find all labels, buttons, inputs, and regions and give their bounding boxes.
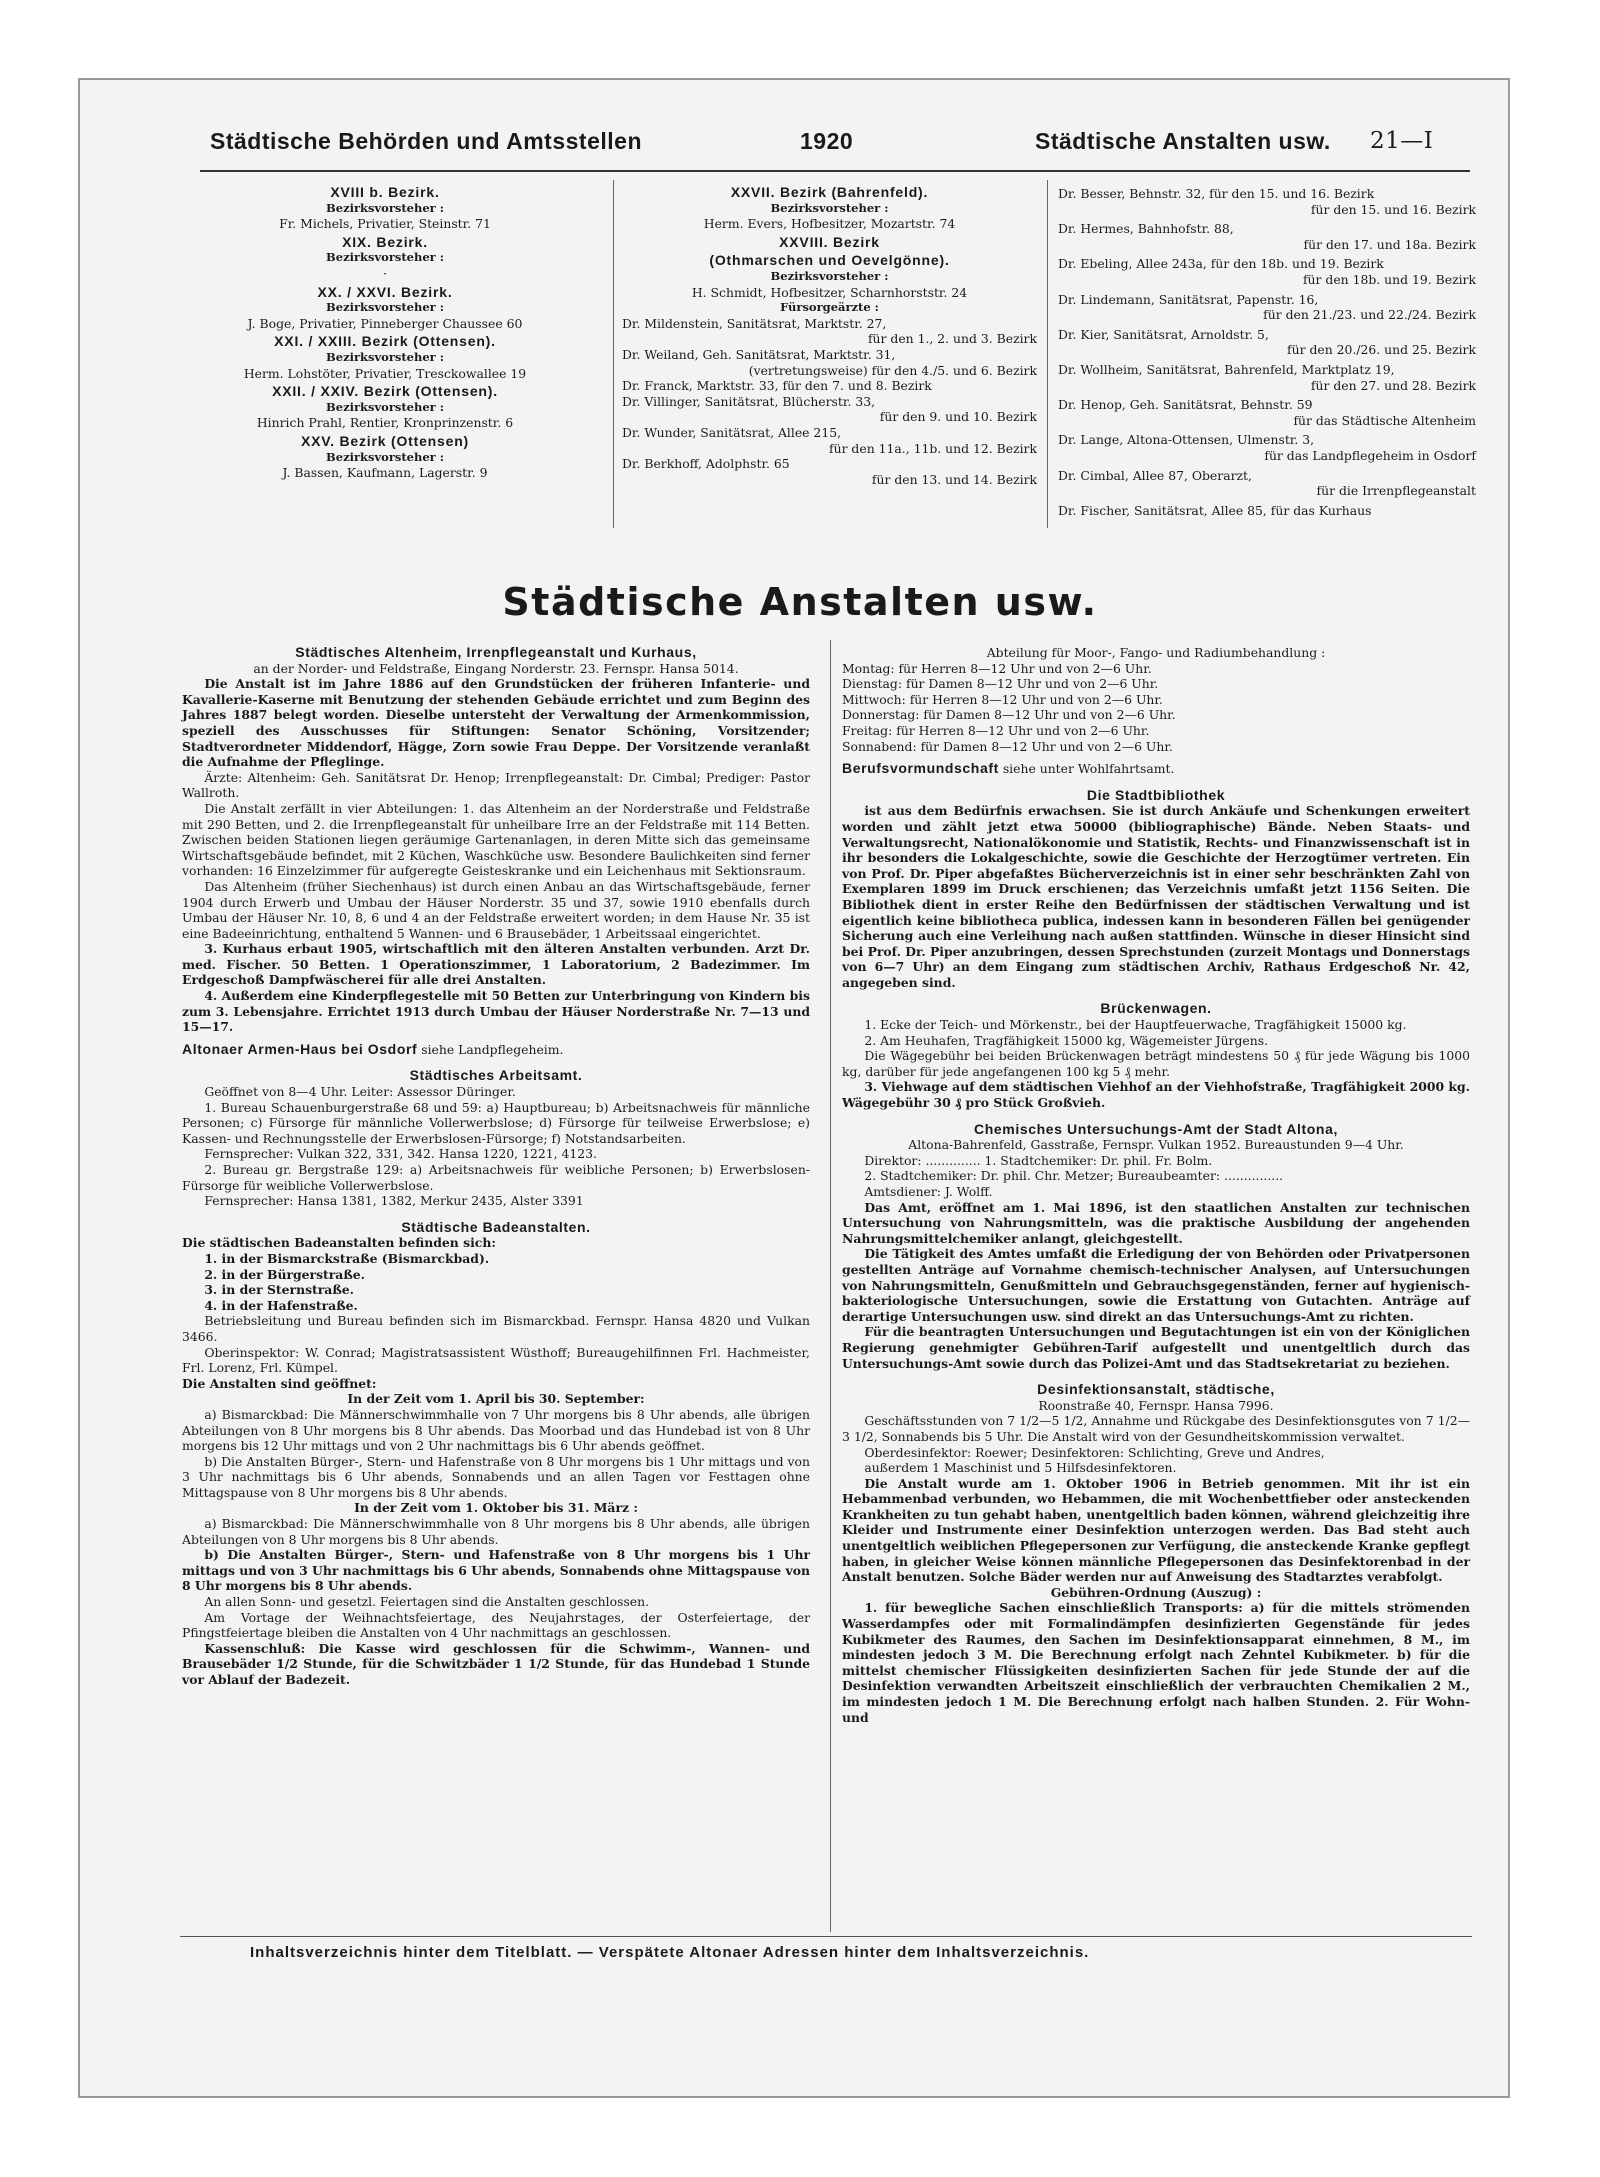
text-line: Dr. Villinger, Sanitätsrat, Blücherstr. 33, <box>622 393 876 409</box>
section-heading: Städtisches Arbeitsamt. <box>409 1067 583 1084</box>
subheading: Bezirksvorsteher : <box>326 449 444 464</box>
centered-line: J. Boge, Privatier, Pinneberger Chaussee 60 <box>247 315 523 331</box>
bold-line: 4. in der Hafenstraße. <box>204 1297 358 1313</box>
paragraph-bold: Die Anstalt wurde am 1. Oktober 1906 in Betrieb genommen. Mit ihr ist ein Hebammenbad verbunden, wo Hebammen, die mit Wochenbettfieber oder ansteckenden Krankheiten zu tun gehabt haben, unentgeltlich baden können, während gleichzeitig ihre Kleider und Instrumente einer Desinfektion unterzogen werden. Das Bad steht auch unentgeltlich weiblichen Pflegepersonen zur Verfügung, die ansteckende Kranke gepflegt haben, in gleicher Weise können männliche Pflegepersonen das Desinfektorenbad in der Anstalt benutzen. Solche Bäder werden nur auf Anweisung des Stadtarztes verabfolgt. <box>842 1475 1470 1585</box>
text-line: Dr. Wollheim, Sanitätsrat, Bahrenfeld, Marktplatz 19, <box>1058 361 1395 377</box>
centered-line: H. Schmidt, Hofbesitzer, Scharnhorststr. 24 <box>691 284 968 300</box>
text-line-right: für den 20./26. und 25. Bezirk <box>1287 342 1476 358</box>
paragraph: Die Anstalt zerfällt in vier Abteilungen: 1. das Altenheim an der Norderstraße und Feldstraße mit 290 Betten, und 2. die Irrenpflegeanstalt für unheilbare Irre an der Feldstraße mit 114 Betten. Zwischen beiden Stationen liegen geräumige Gartenanlagen, in deren Mitte sich das gemeinsame Wirtschaftsgebäude befindet, mit 2 Küchen, Waschküche usw. Besondere Baulichkeiten sind ferner vorhanden: 16 Einzelzimmer für aufgeregte Geisteskranke und ein Leichenhaus mit Sektionsraum. <box>182 800 810 879</box>
header-year: 1920 <box>800 128 854 154</box>
text-line: Fernsprecher: Hansa 1381, 1382, Merkur 2435, Alster 3391 <box>204 1193 584 1209</box>
paragraph: 2. Bureau gr. Bergstraße 129: a) Arbeitsnachweis für weibliche Personen; b) Erwerbslosen-Fürsorge für weibliche Vollerwerbslose. <box>182 1162 810 1193</box>
subheading: Bezirksvorsteher : <box>326 300 444 315</box>
text-line: Mittwoch: für Herren 8—12 Uhr und von 2—6 Uhr. <box>842 691 1163 707</box>
right-column <box>842 645 1470 1725</box>
text-line: Freitag: für Herren 8—12 Uhr und von 2—6 Uhr. <box>842 722 1150 738</box>
main-title: Städtische Anstalten usw. <box>502 580 1098 624</box>
text-line: Montag: für Herren 8—12 Uhr und von 2—6 Uhr. <box>842 660 1152 676</box>
bold-line: 3. in der Sternstraße. <box>204 1282 354 1298</box>
section-heading: Städtische Badeanstalten. <box>401 1218 591 1235</box>
section-heading: Desinfektionsanstalt, städtische, <box>1037 1381 1275 1398</box>
bold-line: 2. in der Bürgerstraße. <box>204 1266 365 1282</box>
bold-line: Die städtischen Badeanstalten befinden sich: <box>182 1235 496 1251</box>
text-line: Donnerstag: für Damen 8—12 Uhr und von 2—6 Uhr. <box>842 707 1176 723</box>
text-line-right: für den 15. und 16. Bezirk <box>1310 201 1476 217</box>
paragraph-bold: Die Anstalt ist im Jahre 1886 auf den Grundstücken der früheren Infanterie- und Kavallerie-Kaserne mit Benutzung der stehenden Gebäude errichtet und zum Beginn des Jahres 1887 belegt worden. Dieselbe untersteht der Verwaltung der Armenkommission, speziell des Ausschusses für Stiftungen: Senator Schöning, Vorsitzender; Stadtverordneter Middendorf, Hägge, Zorn sowie Frau Deppe. Der Vorsitzende veranlaßt die Aufnahme der Pfleglinge. <box>182 676 810 770</box>
subheading: Bezirksvorsteher : <box>770 200 889 215</box>
text-line-right: (vertretungsweise) für den 4./5. und 6. Bezirk <box>748 362 1037 378</box>
centered-line: J. Bassen, Kaufmann, Lagerstr. 9 <box>282 465 488 481</box>
district-heading: XX. / XXVI. Bezirk. <box>317 283 453 300</box>
text-line: Direktor: .............. 1. Stadtchemiker: Dr. phil. Fr. Bolm. <box>864 1152 1213 1168</box>
text-line: Dr. Henop, Geh. Sanitätsrat, Behnstr. 59 <box>1058 397 1313 413</box>
text-line: Dr. Lindemann, Sanitätsrat, Papenstr. 16, <box>1058 291 1319 307</box>
text-line: Dr. Cimbal, Allee 87, Oberarzt, <box>1058 467 1252 483</box>
district-heading: (Othmarschen und Oevelgönne). <box>709 252 950 269</box>
paragraph: b) Die Anstalten Bürger-, Stern- und Hafenstraße von 8 Uhr morgens bis 1 Uhr mittags und von 3 Uhr nachmittags bis 6 Uhr abends, Sonnabends und an allen Tagen vor Festtagen ohne Mittagspause von 8 Uhr morgens bis 8 Uhr abends. <box>182 1453 810 1500</box>
paragraph: Geschäftsstunden von 7 1/2—5 1/2, Annahme und Rückgabe des Desinfektionsgutes von 7 1/2—3 1/2, Sonnabends bis 5 Uhr. Die Anstalt wird von der Gesundheitskommission verwaltet. <box>842 1413 1470 1444</box>
spacer <box>842 1111 1470 1118</box>
paragraph-bold: Für die beantragten Untersuchungen und Begutachtungen ist ein von der Königlichen Regierung genehmigter Gebühren-Tarif aufgestellt und unentgeltlich durch das Untersuchungs-Amt sowie durch das Polizei-Amt und das Stadtsekretariat zu beziehen. <box>842 1324 1470 1371</box>
text-line: Sonnabend: für Damen 8—12 Uhr und von 2—6 Uhr. <box>842 738 1173 754</box>
centered-line: Altona-Bahrenfeld, Gasstraße, Fernspr. Vulkan 1952. Bureaustunden 9—4 Uhr. <box>908 1137 1404 1153</box>
paragraph: Am Vortage der Weihnachtsfeiertage, des Neujahrstages, der Osterfeiertage, der Pfingstfeiertage bleiben die Anstalten von 4 Uhr nachmittags an geschlossen. <box>182 1609 810 1641</box>
paragraph: 1. Ecke der Teich- und Mörkenstr., bei der Hauptfeuerwache, Tragfähigkeit 15000 kg. <box>864 1017 1407 1033</box>
district-heading: XXVII. Bezirk (Bahrenfeld). <box>730 184 929 200</box>
bold-line: Die Anstalten sind geöffnet: <box>182 1375 377 1391</box>
bold-heading: Gebühren-Ordnung (Auszug) : <box>1050 1584 1262 1600</box>
text-line: Dr. Mildenstein, Sanitätsrat, Marktstr. 27, <box>622 315 887 331</box>
text-line-right: für das Städtische Altenheim <box>1293 412 1476 428</box>
paragraph-bold: b) Die Anstalten Bürger-, Stern- und Hafenstraße von 8 Uhr morgens bis 1 Uhr mittags und von 3 Uhr nachmittags bis 6 Uhr abends, Sonnabends ohne Mittagspause von 8 Uhr morgens bis 8 Uhr abends. <box>182 1547 810 1594</box>
text-line: Oberdesinfektor: Roewer; Desinfektoren: Schlichting, Greve und Andres, <box>864 1444 1325 1460</box>
district-heading: XXII. / XXIV. Bezirk (Ottensen). <box>272 383 498 400</box>
centered-line: Herm. Lohstöter, Privatier, Tresckowallee 19 <box>243 365 527 381</box>
paragraph: Ärzte: Altenheim: Geh. Sanitätsrat Dr. Henop; Irrenpflegeanstalt: Dr. Cimbal; Prediger: Pastor Wallroth. <box>182 769 810 801</box>
district-heading: XXV. Bezirk (Ottensen) <box>300 432 470 449</box>
column-divider-top-2 <box>1047 180 1048 528</box>
paragraph: Das Altenheim (früher Siechenhaus) ist durch einen Anbau an das Wirtschaftsgebäude, ferner 1904 durch Erwerb und Umbau der Häuser Norderstr. 35 und 37, sowie 1910 ebenfalls durch Umbau der Häuser Nr. 10, 8, 6 und 4 an der Feldstraße erweitert worden; in dem Hause Nr. 35 ist eine Badeeinrichtung, enthaltend 5 Wannen- und 6 Brausebäder, 1 Arbeitssaal eingerichtet. <box>182 878 810 941</box>
bold-heading: In der Zeit vom 1. April bis 30. September: <box>347 1391 645 1407</box>
section-heading: Chemisches Untersuchungs-Amt der Stadt Altona, <box>974 1120 1338 1137</box>
section-heading <box>182 1042 810 1058</box>
subheading: Bezirksvorsteher : <box>326 399 444 414</box>
paragraph-bold: 3. Viehwage auf dem städtischen Viehhof an der Viehhofstraße, Tragfähigkeit 2000 kg. Wägegebühr 30 ₰ pro Stück Großvieh. <box>842 1079 1470 1111</box>
text-line: Dr. Hermes, Bahnhofstr. 88, <box>1058 221 1234 237</box>
subheading: Bezirksvorsteher : <box>770 268 889 283</box>
district-heading: XXI. / XXIII. Bezirk (Ottensen). <box>274 333 496 350</box>
centered-line: an der Norder- und Feldstraße, Eingang Norderstr. 23. Fernspr. Hansa 5014. <box>253 660 739 676</box>
section-heading <box>842 761 1470 777</box>
section-heading-text: Berufsvormundschaft <box>842 760 999 777</box>
text-line: Dr. Weiland, Geh. Sanitätsrat, Marktstr. 31, <box>622 346 896 362</box>
section-heading-text: Altonaer Armen-Haus bei Osdorf <box>182 1040 418 1057</box>
text-line-right: für den 18b. und 19. Bezirk <box>1302 271 1476 287</box>
text-line: Dr. Lange, Altona-Ottensen, Ulmenstr. 3, <box>1058 432 1315 448</box>
text-line: Dr. Franck, Marktstr. 33, für den 7. und 8. Bezirk <box>622 378 932 394</box>
column-divider-main <box>830 640 831 1932</box>
paragraph-bold: Kassenschluß: Die Kasse wird geschlossen für die Schwimm-, Wannen- und Brausebäder 1/2 Stunde, für die Schwitzbäder 1 1/2 Stunde, für das Hundebad 1 Stunde vor Ablauf der Badezeit. <box>182 1640 810 1687</box>
header-left: Städtische Behörden und Amtsstellen <box>210 128 642 154</box>
text-line: Dr. Kier, Sanitätsrat, Arnoldstr. 5, <box>1058 326 1269 342</box>
paragraph-bold: 4. Außerdem eine Kinderpflegestelle mit 50 Betten zur Unterbringung von Kindern bis zum 3. Lebensjahre. Errichtet 1913 durch Umbau der Häuser Norderstraße Nr. 7—13 und 15—17. <box>182 988 810 1035</box>
text-line: 2. Am Heuhafen, Tragfähigkeit 15000 kg, Wägemeister Jürgens. <box>864 1032 1269 1048</box>
text-line-right: für den 1., 2. und 3. Bezirk <box>867 331 1037 347</box>
paragraph-bold: ist aus dem Bedürfnis erwachsen. Sie ist durch Ankäufe und Schenkungen erweitert worden und zählt jetzt etwa 50000 (bibliographische) Bände. Neben Staats- und Verwaltungsrecht, Nationalökonomie und Statistik, Rechts- und Finanzwissenschaft ist in ihr besonders die Lokalgeschichte, sowie die Geschichte der Herzogtümer vertreten. Ein von Prof. Dr. Piper abgefaßtes Bücherverzeichnis ist in einer sehr beschränkten Zahl von Exemplaren 1899 im Druck erschienen; das Verzeichnis umfaßt jetzt 1156 Seiten. Die Bibliothek dient in erster Reihe den Bedürfnissen der städtischen Verwaltung und ist eigentlich keine bibliotheca publica, indessen kann in besonderen Fällen bei genügender Sicherung auch eine Verleihung nach außen stattfinden. Wünsche in dieser Hinsicht sind bei Prof. Dr. Piper anzubringen, dessen Sprechstunden (zurzeit Montags und Donnerstags von 6—7 Uhr) an dem Eingang zum städtischen Archiv, Rathaus Erdgeschoß Nr. 42, angegeben sind. <box>842 803 1471 990</box>
centered-line: · <box>383 265 387 281</box>
spacer <box>182 1209 810 1216</box>
paragraph: Die Wägegebühr bei beiden Brückenwagen beträgt mindestens 50 ₰ für jede Wägung bis 1000 kg, darüber für jede angefangenen 100 kg 5 ₰ mehr. <box>842 1048 1470 1079</box>
section-heading: Städtisches Altenheim, Irrenpflegeanstalt und Kurhaus, <box>295 644 697 660</box>
spacer <box>842 777 1470 784</box>
text-line: Dr. Fischer, Sanitätsrat, Allee 85, für das Kurhaus <box>1058 502 1372 518</box>
centered-line: Fr. Michels, Privatier, Steinstr. 71 <box>279 216 491 232</box>
cross-reference: siehe unter Wohlfahrtsamt. <box>998 761 1175 777</box>
column-divider-top-1 <box>613 180 614 528</box>
centered-line: Hinrich Prahl, Rentier, Kronprinzenstr. 6 <box>256 415 514 431</box>
paragraph-bold: Das Amt, eröffnet am 1. Mai 1896, ist den staatlichen Anstalten zur technischen Untersuchung von Nahrungsmitteln, was die praktische Ausbildung der angehenden Nahrungsmittelchemiker anlangt, gleichgestellt. <box>842 1199 1470 1246</box>
paragraph-bold: 1. für bewegliche Sachen einschließlich Transports: a) für die mittels strömenden Wasserdampfes oder mit Formalindämpfen desinfizierten Gegenstände für jedes Kubikmeter des Raumes, den Sachen im Desinfektionsapparat einnehmen, 8 M., im mindesten jedoch 3 M. Die Berechnung erfolgt nach Zehntel Kubikmeter. b) für die mittelst chemischer Flüssigkeiten desinfizierten Sachen für jede Stunde der auf die Desinfektion verwandten Arbeitszeit einschließlich der verbrauchten Chemikalien 2 M., im mindesten jedoch 1 M. Die Berechnung erfolgt nach halben Stunden. 2. Für Wohn- und <box>842 1600 1470 1725</box>
text-line: Dr. Ebeling, Allee 243a, für den 18b. und 19. Bezirk <box>1058 256 1384 272</box>
left-column <box>182 645 810 1688</box>
text-line: 2. Stadtchemiker: Dr. phil. Chr. Metzer; Bureaubeamter: ............... <box>864 1168 1284 1184</box>
subheading: Bezirksvorsteher : <box>326 349 444 364</box>
district-heading: XXVIII. Bezirk <box>779 233 880 250</box>
spacer <box>842 1371 1470 1378</box>
subheading: Bezirksvorsteher : <box>326 200 444 215</box>
paragraph-bold: 3. Kurhaus erbaut 1905, wirtschaftlich mit den älteren Anstalten verbunden. Arzt Dr. med. Fischer. 50 Betten. 1 Operationszimmer, 1 Laboratorium, 2 Badezimmer. Im Erdgeschoß Dampfwäscherei für alle drei Anstalten. <box>182 941 810 988</box>
text-line: Fernsprecher: Vulkan 322, 331, 342. Hansa 1220, 1221, 4123. <box>204 1146 597 1162</box>
text-line-right: für den 17. und 18a. Bezirk <box>1303 236 1476 252</box>
bold-line: 1. in der Bismarckstraße (Bismarckbad). <box>204 1250 490 1266</box>
spacer <box>182 1057 810 1064</box>
text-line: außerdem 1 Maschinist und 5 Hilfsdesinfektoren. <box>864 1460 1177 1476</box>
text-line: Geöffnet von 8—4 Uhr. Leiter: Assessor Düringer. <box>204 1084 516 1100</box>
section-heading: Die Stadtbibliothek <box>1086 786 1226 803</box>
text-line: Dr. Besser, Behnstr. 32, für den 15. und 16. Bezirk <box>1058 186 1375 201</box>
top-column-1 <box>180 182 590 481</box>
text-line-right: für den 21./23. und 22./24. Bezirk <box>1263 307 1476 323</box>
text-line-right: für den 13. und 14. Bezirk <box>871 471 1037 487</box>
bold-heading: In der Zeit vom 1. Oktober bis 31. März : <box>354 1500 638 1516</box>
top-column-2 <box>622 182 1037 487</box>
paragraph-bold: Die Tätigkeit des Amtes umfaßt die Erledigung der von Behörden oder Privatpersonen gestellten Anträge auf Vornahme chemisch-technischer Analysen, auf Untersuchungen von Nahrungsmitteln, Genußmitteln und Gebrauchsgegenständen, ferner auf hygienisch-bakteriologische Untersuchungen, sowie die Erstattung von Gutachten. Anträge auf derartige Untersuchungen usw. sind direkt an das Untersuchungs-Amt zu richten. <box>842 1246 1470 1324</box>
paragraph: Betriebsleitung und Bureau befinden sich im Bismarckbad. Fernspr. Hansa 4820 und Vulkan 3466. <box>182 1313 810 1344</box>
centered-line: Abteilung für Moor-, Fango- und Radiumbehandlung : <box>986 645 1326 660</box>
text-line: Dr. Wunder, Sanitätsrat, Allee 215, <box>622 424 842 440</box>
footer-note: Inhaltsverzeichnis hinter dem Titelblatt. — Verspätete Altonaer Adressen hinter dem Inhaltsverzeichnis. <box>250 1944 1090 1961</box>
district-heading: XIX. Bezirk. <box>342 233 428 250</box>
text-line-right: für den 27. und 28. Bezirk <box>1310 377 1476 393</box>
district-heading: XVIII b. Bezirk. <box>330 184 440 200</box>
text-line: Dr. Berkhoff, Adolphstr. 65 <box>622 456 790 472</box>
paragraph: 1. Bureau Schauenburgerstraße 68 und 59: a) Hauptbureau; b) Arbeitsnachweis für männliche Personen; c) Fürsorge für männliche Vollerwerbslose; d) Fürsorge für teilweise Erwerbslose; e) Kassen- und Rechnungsstelle der Erwerbslosen-Fürsorge; f) Notstandsarbeiten. <box>182 1099 810 1146</box>
cross-reference: siehe Landpflegeheim. <box>417 1041 564 1057</box>
running-header <box>210 128 1470 164</box>
header-right: Städtische Anstalten usw. <box>1035 128 1331 154</box>
paragraph: Oberinspektor: W. Conrad; Magistratsassistent Wüsthoff; Bureaugehilfinnen Frl. Hachmeister, Frl. Lorenz, Frl. Kümpel. <box>182 1344 810 1376</box>
text-line: An allen Sonn- und gesetzl. Feiertagen sind die Anstalten geschlossen. <box>204 1594 650 1610</box>
header-rule <box>200 170 1470 172</box>
subheading: Bezirksvorsteher : <box>326 250 444 265</box>
spacer <box>842 990 1470 997</box>
top-column-3 <box>1058 182 1476 518</box>
paragraph: a) Bismarckbad: Die Männerschwimmhalle von 7 Uhr morgens bis 8 Uhr abends, alle übrigen Abteilungen von 8 Uhr morgens bis 8 Uhr abends. Das Moorbad und das Hundebad ist von 8 Uhr morgens bis 12 Uhr mittags und von 2 Uhr nachmittags bis 6 Uhr abends geöffnet. <box>182 1406 810 1454</box>
text-line-right: für das Landpflegeheim in Osdorf <box>1264 447 1476 463</box>
centered-line: Roonstraße 40, Fernspr. Hansa 7996. <box>1038 1397 1274 1413</box>
text-line: Amtsdiener: J. Wolff. <box>864 1184 993 1199</box>
centered-line: Herm. Evers, Hofbesitzer, Mozartstr. 74 <box>703 216 956 232</box>
text-line-right: für den 11a., 11b. und 12. Bezirk <box>829 440 1037 456</box>
page-number: 21—I <box>1370 128 1434 154</box>
footer-rule <box>180 1936 1472 1937</box>
section-heading: Brückenwagen. <box>1100 1000 1212 1017</box>
subheading: Fürsorgeärzte : <box>780 300 879 315</box>
text-line: Dienstag: für Damen 8—12 Uhr und von 2—6 Uhr. <box>842 676 1159 692</box>
text-line-right: für die Irrenpflegeanstalt <box>1316 483 1476 499</box>
paragraph: a) Bismarckbad: Die Männerschwimmhalle von 8 Uhr morgens bis 8 Uhr abends, alle übrigen Abteilungen von 8 Uhr morgens bis 8 Uhr abends. <box>182 1516 810 1547</box>
text-line-right: für den 9. und 10. Bezirk <box>879 409 1037 425</box>
